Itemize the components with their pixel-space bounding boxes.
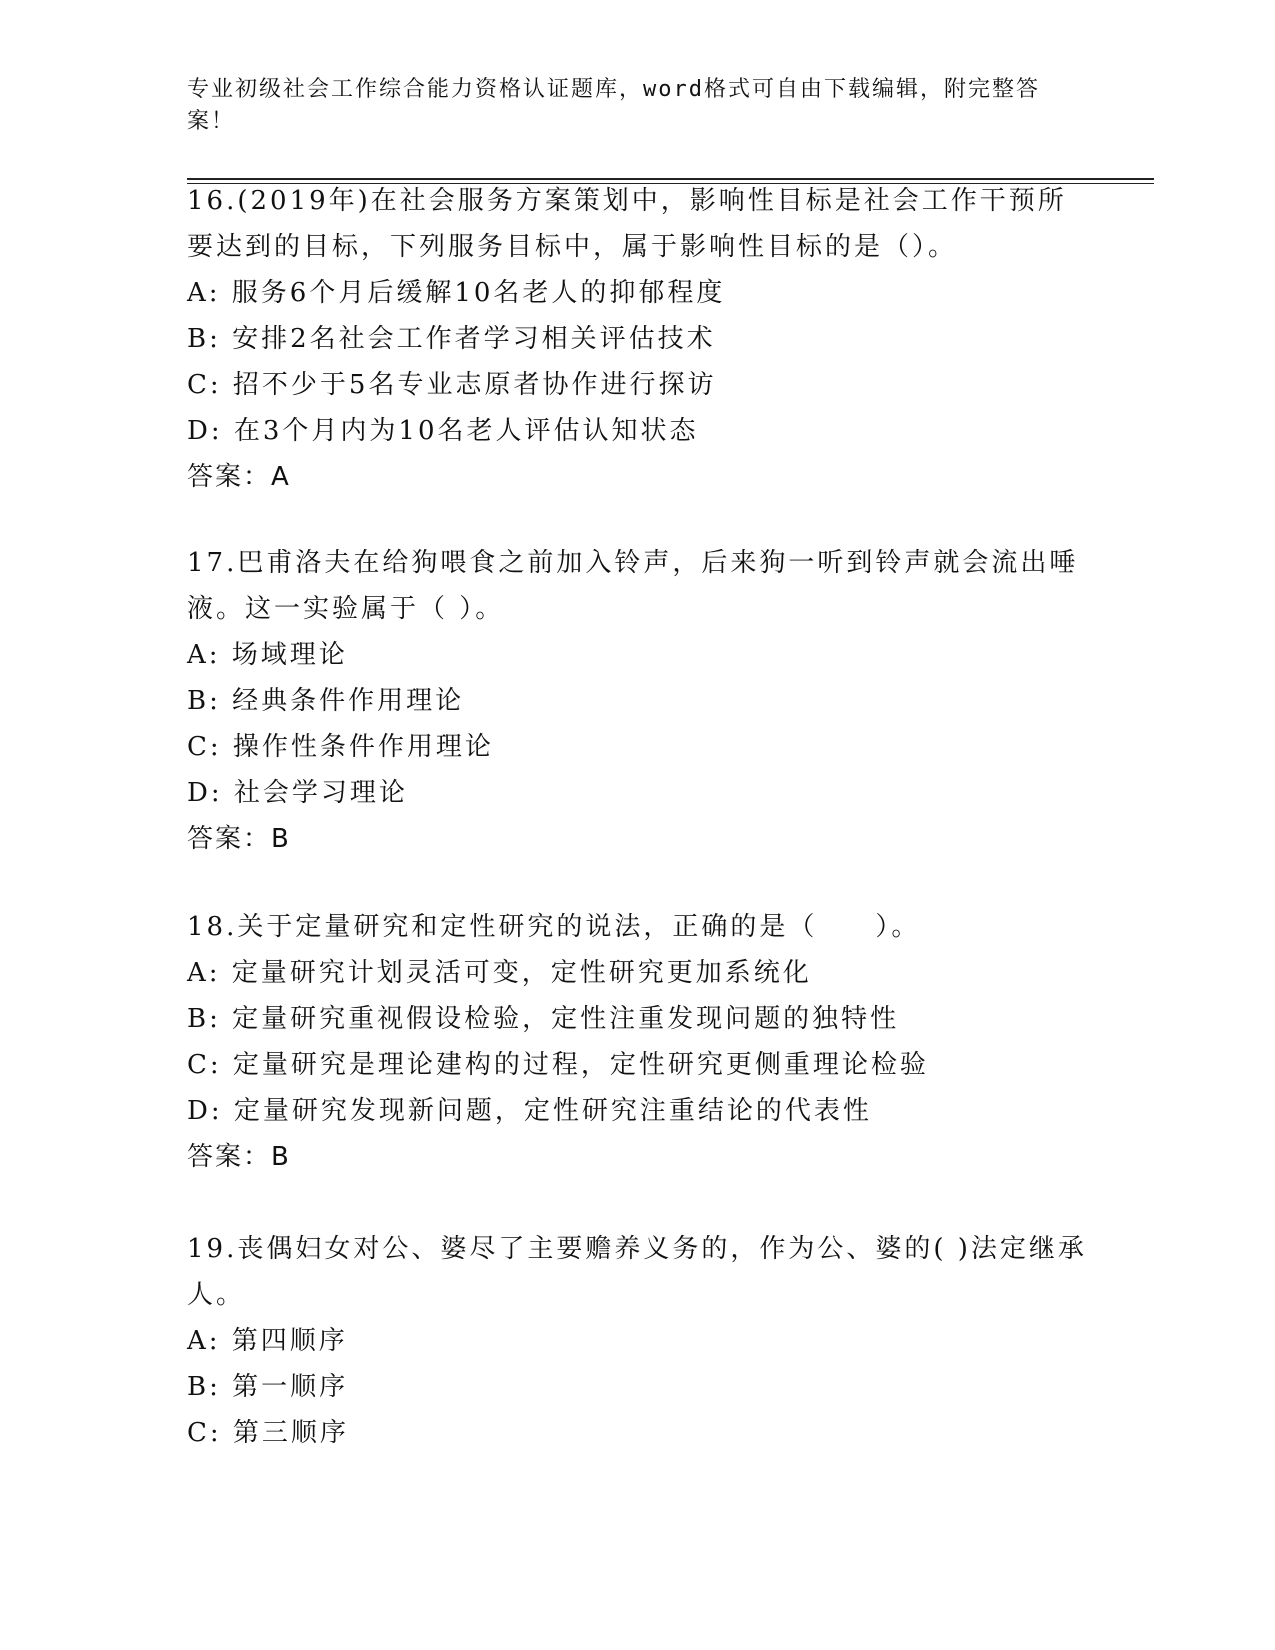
option-a: A: 场域理论 (187, 640, 348, 670)
option-b: B: 安排2名社会工作者学习相关评估技术 (187, 324, 716, 354)
question-stem: 16.(2019年)在社会服务方案策划中，影响性目标是社会工作干预所要达到的目标，下列服务目标中，属于影响性目标的是（）。 (187, 186, 1067, 262)
option-c: C: 招不少于5名专业志原者协作进行探访 (187, 370, 717, 400)
option-b: B: 经典条件作用理论 (187, 686, 465, 716)
option-a: A: 服务6个月后缓解10名老人的抑郁程度 (187, 278, 726, 308)
option-a: A: 第四顺序 (187, 1326, 348, 1356)
option-c: C: 操作性条件作用理论 (187, 732, 494, 762)
question-17 (187, 540, 1087, 862)
question-19 (187, 1226, 1087, 1456)
option-d: D: 定量研究发现新问题，定性研究注重结论的代表性 (187, 1096, 872, 1126)
question-stem: 17.巴甫洛夫在给狗喂食之前加入铃声，后来狗一听到铃声就会流出唾液。这一实验属于（ ）。 (187, 548, 1079, 624)
option-c: C: 第三顺序 (187, 1418, 349, 1448)
option-d: D: 在3个月内为10名老人评估认知状态 (187, 416, 699, 446)
question-stem: 18.关于定量研究和定性研究的说法，正确的是（ ）。 (187, 912, 921, 942)
question-18 (187, 904, 1087, 1180)
answer: 答案：B (187, 1142, 291, 1172)
answer: 答案：A (187, 462, 291, 492)
answer: 答案：B (187, 824, 291, 854)
option-a: A: 定量研究计划灵活可变，定性研究更加系统化 (187, 958, 812, 988)
option-c: C: 定量研究是理论建构的过程，定性研究更侧重理论检验 (187, 1050, 929, 1080)
option-d: D: 社会学习理论 (187, 778, 408, 808)
option-b: B: 第一顺序 (187, 1372, 349, 1402)
document-header: 专业初级社会工作综合能力资格认证题库，word格式可自由下载编辑，附完整答案！ (187, 77, 1040, 134)
option-b: B: 定量研究重视假设检验，定性注重发现问题的独特性 (187, 1004, 900, 1034)
question-16 (187, 178, 1087, 500)
question-stem: 19.丧偶妇女对公、婆尽了主要赡养义务的，作为公、婆的( )法定继承人。 (187, 1234, 1087, 1310)
